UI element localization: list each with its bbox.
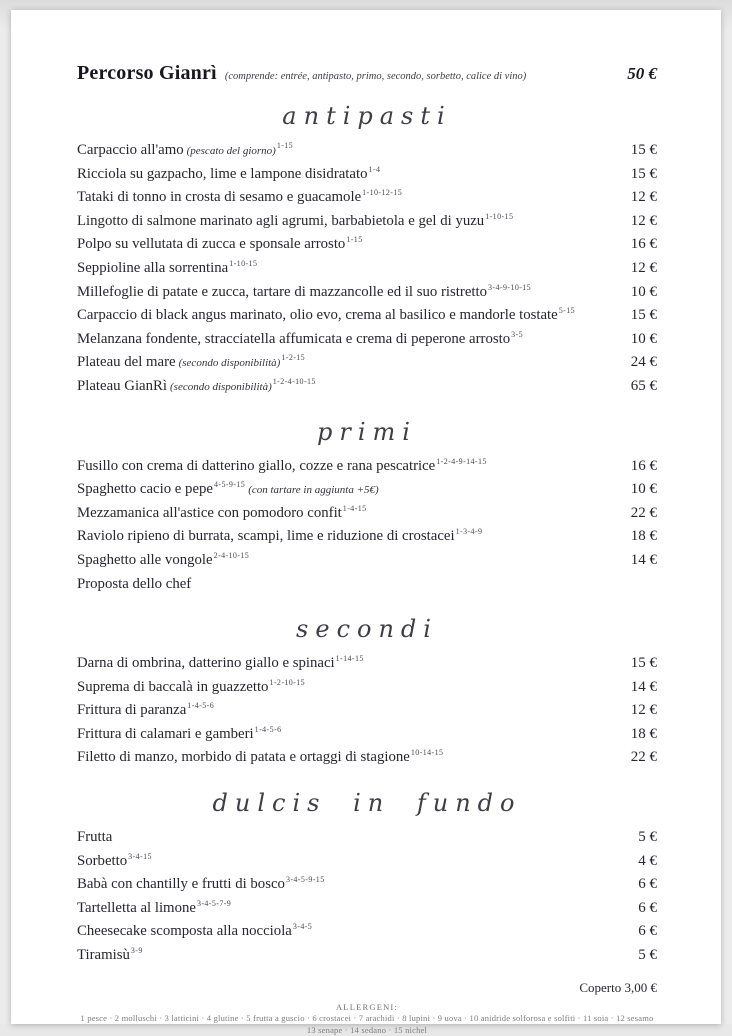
tasting-menu-title: Percorso Gianrì [77, 62, 217, 84]
menu-item-allergens: 10-14-15 [410, 748, 444, 758]
menu-item-text [77, 188, 402, 206]
menu-item-name: Cheesecake scomposta alla nocciola [77, 923, 292, 940]
tasting-menu-description: (comprende: entrée, antipasto, primo, secondo, sorbetto, calice di vino) [224, 71, 527, 82]
menu-item-text [77, 259, 257, 277]
menu-item-name: Spaghetto alle vongole [77, 551, 213, 568]
menu-item-allergens: 1-15 [276, 141, 294, 150]
section-title-secondi: secondi [296, 615, 438, 644]
menu-item-note: (secondo disponibilità) [178, 357, 281, 370]
menu-item-name: Mezzamanica all'astice con pomodoro confit [77, 504, 342, 521]
menu-item-price: 15 € [630, 142, 657, 158]
menu-item-price: 12 € [630, 212, 657, 229]
menu-page [11, 10, 721, 1035]
menu-item-allergens: 1-4-5-6 [187, 701, 215, 711]
menu-item-allergens: 3-5 [511, 329, 524, 339]
menu-item-name: Lingotto di salmone marinato agli agrumi, barbabietola e gel di yuzu [77, 212, 485, 229]
menu-item-text [77, 165, 380, 183]
menu-item-price: 12 € [630, 259, 657, 276]
menu-item-note: (pescato del giorno) [186, 145, 276, 157]
menu-item-allergens: 1-2-15 [281, 353, 306, 363]
menu-item-allergens: 4-5-9-15 [214, 480, 246, 490]
menu-item-allergens: 1-4-15 [342, 503, 367, 513]
menu-item-price: 4 € [638, 852, 657, 869]
menu-item [77, 188, 657, 212]
menu-item [77, 678, 657, 702]
menu-item [77, 946, 657, 970]
menu-item-price: 14 € [630, 678, 657, 695]
menu-item-price: 16 € [630, 457, 657, 474]
menu-item-allergens: 2-4-10-15 [213, 550, 250, 560]
menu-item-allergens: 3-9 [130, 946, 143, 956]
menu-item-price: 15 € [630, 307, 657, 324]
menu-item-text [77, 480, 379, 498]
menu-header [77, 62, 657, 85]
menu-item [77, 283, 657, 307]
menu-item-note: (con tartare in aggiunta +5€) [248, 484, 379, 497]
menu-item-name: Frittura di calamari e gamberi [77, 725, 254, 742]
menu-item [77, 922, 657, 946]
menu-item-name: Ricciola su gazpacho, lime e lampone disidratato [77, 165, 368, 182]
menu-item [77, 457, 657, 481]
menu-item-name: Darna di ombrina, datterino giallo e spinaci [77, 655, 335, 672]
menu-item-name: Millefoglie di patate e zucca, tartare di mazzancolle ed il suo ristretto [77, 283, 488, 300]
menu-item-price: 14 € [630, 551, 657, 568]
menu-item-allergens: 1-2-4-10-15 [272, 376, 316, 386]
menu-item-name: Plateau del mare [77, 354, 176, 371]
menu-item-name: Frittura di paranza [77, 702, 187, 719]
menu-item-price: 18 € [630, 725, 657, 742]
menu-item-name: Plateau GianRì [77, 377, 167, 394]
menu-item-price: 15 € [630, 655, 657, 672]
menu-item-text [77, 141, 293, 159]
menu-item-name: Tartelletta al limone [77, 899, 196, 916]
menu-item-name: Babà con chantilly e frutti di bosco [77, 876, 285, 893]
menu-item [77, 306, 657, 330]
menu-item [77, 377, 657, 401]
menu-item-price: 15 € [630, 165, 657, 182]
allergens-line-2: 13 senape · 14 sedano · 15 nichel [306, 1024, 428, 1035]
menu-item [77, 899, 657, 923]
menu-item [77, 353, 657, 377]
menu-item [77, 654, 657, 678]
menu-item [77, 504, 657, 528]
menu-item-name: Fusillo con crema di datterino giallo, cozze e rana pescatrice [77, 457, 436, 474]
menu-item-text [77, 504, 367, 522]
menu-item-name: Filetto di manzo, morbido di patata e ortaggi di stagione [77, 749, 410, 766]
menu-item-text [77, 725, 281, 743]
menu-item [77, 259, 657, 283]
section-title-primi: primi [317, 417, 417, 446]
menu-item-text [77, 283, 531, 301]
section-title-antipasti: antipasti [282, 102, 452, 130]
menu-item-price: 10 € [630, 481, 657, 498]
menu-item [77, 330, 657, 354]
menu-item-name: Seppioline alla sorrentina [77, 259, 229, 276]
menu-item [77, 575, 657, 599]
allergens-block [77, 1002, 657, 1036]
menu-item-text [77, 654, 364, 672]
menu-item-text [77, 330, 523, 348]
menu-item-text [77, 701, 214, 719]
menu-item [77, 141, 657, 165]
menu-item-name: Raviolo ripieno di burrata, scampi, lime e riduzione di crostacei [77, 528, 455, 545]
menu-item-allergens: 3-4-5-9-15 [285, 875, 325, 885]
menu-item-allergens: 1-2-10-15 [269, 677, 306, 687]
menu-item-text [77, 457, 487, 475]
menu-item-note: (secondo disponibilità) [170, 380, 272, 393]
menu-item-name: Tiramisù [77, 947, 130, 964]
menu-item-allergens: 1-2-4-9-14-15 [436, 456, 487, 466]
menu-item-price: 12 € [630, 702, 657, 719]
tasting-menu-line [77, 62, 526, 85]
menu-item-text [77, 875, 325, 893]
menu-item-name: Polpo su vellutata di zucca e sponsale arrosto [77, 236, 346, 253]
menu-item-allergens: 1-15 [346, 235, 363, 245]
menu-item-name: Melanzana fondente, stracciatella affumicata e crema di peperone arrosto [77, 330, 511, 347]
menu-item [77, 852, 657, 876]
menu-item-text [77, 212, 513, 230]
menu-item [77, 235, 657, 259]
menu-item-allergens: 1-10-15 [485, 211, 514, 221]
menu-item-price: 5 € [638, 947, 657, 964]
allergens-title: ALLERGENI: [335, 1001, 399, 1012]
menu-item-price: 65 € [630, 377, 657, 394]
menu-item-name: Proposta dello chef [77, 575, 192, 592]
menu-item-allergens: 1-10-15 [229, 258, 258, 268]
menu-item-text [77, 922, 312, 940]
menu-item [77, 748, 657, 772]
menu-item [77, 165, 657, 189]
menu-item-text [77, 235, 363, 253]
menu-item-text [77, 852, 152, 870]
tasting-menu-price: 50 € [627, 64, 657, 83]
menu-item-text [77, 353, 305, 371]
menu-item-text [77, 575, 191, 593]
menu-item [77, 725, 657, 749]
menu-item-text [77, 946, 143, 964]
menu-item-text [77, 551, 249, 569]
menu-item-price: 6 € [638, 876, 657, 893]
menu-item-allergens: 3-4-9-10-15 [488, 282, 532, 292]
menu-item-name: Carpaccio all'amo [77, 142, 184, 158]
menu-item-price: 12 € [630, 189, 657, 206]
menu-item-text [77, 899, 231, 917]
coperto-note: Coperto 3,00 € [579, 979, 657, 995]
menu-item-allergens: 3-4-5-7-9 [196, 898, 232, 908]
menu-item-price: 10 € [630, 283, 657, 300]
menu-item-allergens: 1-3-4-9 [455, 527, 483, 537]
menu-item-allergens: 3-4-5 [292, 922, 313, 932]
menu-item-text [77, 377, 316, 395]
menu-item-text [77, 306, 575, 324]
menu-item-text [77, 527, 482, 545]
menu-sections [77, 102, 657, 970]
menu-item-name: Spaghetto cacio e pepe [77, 481, 213, 498]
menu-item-price: 6 € [638, 899, 657, 916]
menu-item-name: Carpaccio di black angus marinato, olio evo, crema al basilico e mandorle tostate [77, 307, 558, 324]
section-title-dulcis-in-fundo: dulcis in fundo [212, 789, 522, 818]
menu-item-price: 22 € [630, 504, 657, 521]
menu-item-price: 5 € [638, 829, 657, 846]
allergens-line-1: 1 pesce · 2 molluschi · 3 latticini · 4 glutine · 5 frutta a guscio · 6 crostacei · 7 arachidi · 8 lupini · 9 uova · 10 anidride solforosa e solfiti · 11 soia · 12 sesamo [80, 1012, 654, 1023]
menu-item-allergens: 1-4 [368, 164, 381, 174]
menu-item [77, 551, 657, 575]
menu-item [77, 875, 657, 899]
menu-item-name: Suprema di baccalà in guazzetto [77, 678, 269, 695]
menu-item-price: 10 € [630, 330, 657, 347]
menu-item-text [77, 828, 112, 846]
menu-item-price: 24 € [630, 354, 657, 371]
menu-item-name: Tataki di tonno in crosta di sesamo e guacamole [77, 189, 362, 206]
menu-item-price: 16 € [630, 236, 657, 253]
menu-item [77, 212, 657, 236]
menu-item-price: 6 € [638, 923, 657, 940]
menu-item-name: Sorbetto [77, 852, 128, 869]
menu-item-allergens: 1-4-5-6 [254, 724, 282, 734]
menu-item-allergens: 5-15 [558, 306, 575, 316]
menu-item [77, 828, 657, 852]
menu-item-text [77, 678, 305, 696]
menu-item-text [77, 748, 443, 766]
menu-item [77, 480, 657, 504]
menu-item-allergens: 1-10-12-15 [362, 188, 403, 198]
menu-item-name: Frutta [77, 829, 113, 846]
menu-item [77, 527, 657, 551]
menu-item-price: 18 € [630, 528, 657, 545]
menu-item [77, 701, 657, 725]
menu-item-allergens: 3-4-15 [128, 851, 152, 861]
menu-item-price: 22 € [630, 749, 657, 766]
menu-item-allergens: 1-14-15 [335, 654, 364, 664]
